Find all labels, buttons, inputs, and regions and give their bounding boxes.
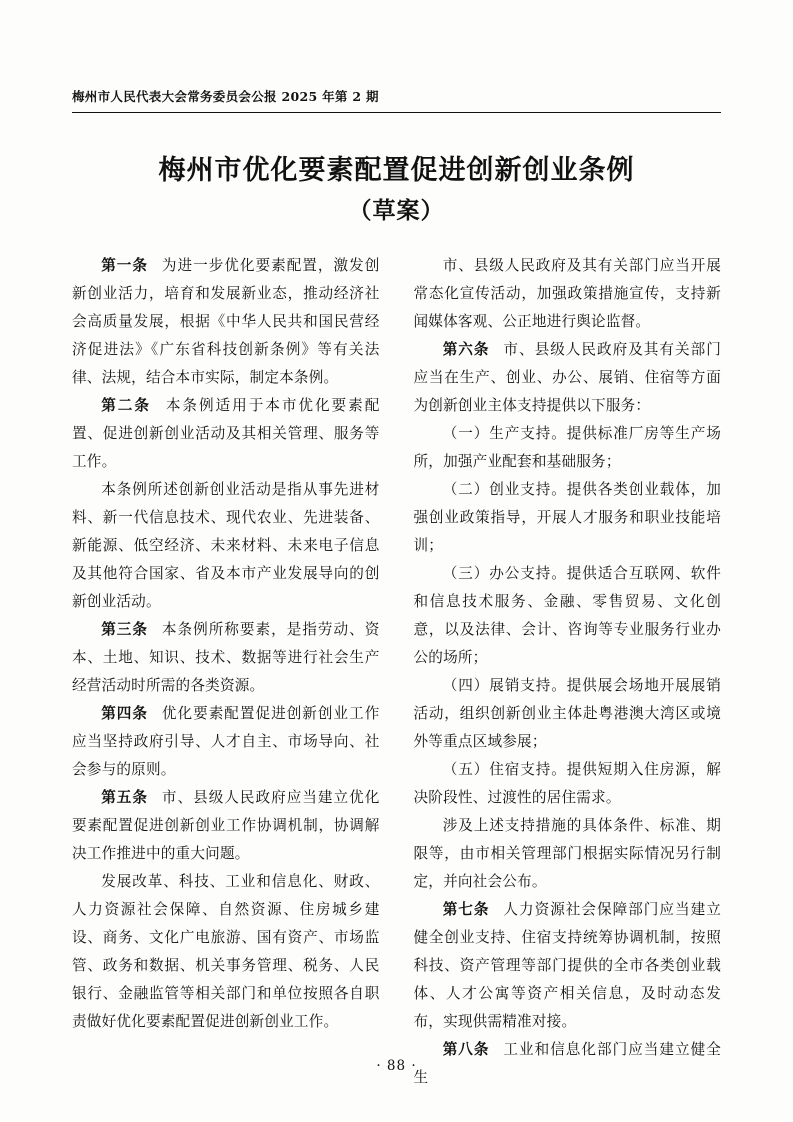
body-paragraph — [72, 784, 380, 868]
article-label: 第二条 — [101, 397, 151, 415]
body-paragraph — [414, 672, 722, 756]
body-paragraph — [72, 252, 380, 392]
page-title: 梅州市优化要素配置促进创新创业条例 — [158, 154, 635, 186]
article-label: 第七条 — [442, 901, 490, 919]
paragraph-text: 本条例所述创新创业活动是指从事先进材料、新一代信息技术、现代农业、先进装备、新能源、低空经济、未来材料、未来电子信息及其他符合国家、省及本市产业发展导向的创新创业活动。 — [72, 481, 380, 611]
two-column-body — [72, 252, 721, 1092]
body-paragraph — [414, 420, 722, 476]
body-paragraph — [414, 812, 722, 896]
column-right — [414, 252, 722, 1092]
paragraph-text: （一）生产支持。提供标准厂房等生产场所，加强产业配套和基础服务； — [413, 425, 721, 471]
paragraph-text: 工业和信息化部门应当建立健全生 — [413, 1041, 721, 1087]
body-paragraph — [414, 560, 722, 672]
page-number: · 88 · — [376, 1058, 417, 1074]
paragraph-text: （二）创业支持。提供各类创业载体，加强创业政策指导，开展人才服务和职业技能培训； — [413, 481, 721, 555]
body-paragraph — [72, 700, 380, 784]
body-paragraph — [72, 616, 380, 700]
paragraph-text: 市、县级人民政府及其有关部门应当在生产、创业、办公、展销、住宿等方面为创新创业主体支持提供以下服务： — [413, 341, 721, 415]
article-label: 第三条 — [101, 621, 148, 639]
body-paragraph — [414, 252, 722, 336]
article-label: 第一条 — [101, 256, 148, 274]
article-label: 第四条 — [101, 705, 148, 723]
paragraph-text: 为进一步优化要素配置，激发创新创业活力，培育和发展新业态，推动经济社会高质量发展，根据《中华人民共和国民营经济促进法》《广东省科技创新条例》等有关法律、法规，结合本市实际，制定本条例。 — [72, 256, 380, 387]
paragraph-text: 市、县级人民政府应当建立优化要素配置促进创新创业工作协调机制，协调解决工作推进中的重大问题。 — [72, 789, 380, 863]
body-paragraph — [72, 476, 380, 616]
paragraph-text: （四）展销支持。提供展会场地开展展销活动，组织创新创业主体赴粤港澳大湾区或境外等重点区域参展； — [413, 677, 721, 751]
running-head: 梅州市人民代表大会常务委员会公报 2025 年第 2 期 — [72, 89, 379, 104]
body-paragraph — [414, 756, 722, 812]
paragraph-text: （五）住宿支持。提供短期入住房源，解决阶段性、过渡性的居住需求。 — [413, 761, 721, 807]
article-label: 第六条 — [442, 341, 490, 359]
body-paragraph — [72, 868, 380, 1036]
article-label: 第五条 — [101, 789, 148, 807]
paragraph-text: 优化要素配置促进创新创业工作应当坚持政府引导、人才自主、市场导向、社会参与的原则。 — [72, 705, 380, 779]
body-paragraph — [414, 896, 722, 1036]
article-label: 第八条 — [442, 1041, 490, 1059]
body-paragraph — [72, 392, 380, 476]
column-left — [72, 252, 380, 1036]
page-subtitle: （草案） — [348, 196, 445, 224]
paragraph-text: 市、县级人民政府及其有关部门应当开展常态化宣传活动，加强政策措施宣传，支持新闻媒体客观、公正地进行舆论监督。 — [413, 256, 721, 331]
paragraph-text: 人力资源社会保障部门应当建立健全创业支持、住宿支持统筹协调机制，按照科技、资产管理等部门提供的全市各类创业载体、人才公寓等资产相关信息，及时动态发布，实现供需精准对接。 — [413, 901, 721, 1031]
body-paragraph — [414, 336, 722, 420]
paragraph-text: （三）办公支持。提供适合互联网、软件和信息技术服务、金融、零售贸易、文化创意，以及法律、会计、咨询等专业服务行业办公的场所； — [413, 565, 721, 667]
paragraph-text: 发展改革、科技、工业和信息化、财政、人力资源社会保障、自然资源、住房城乡建设、商务、文化广电旅游、国有资产、市场监管、政务和数据、机关事务管理、税务、人民银行、金融监管等相关部门和单位按照各自职责做好优化要素配置促进创新创业工作。 — [72, 873, 380, 1031]
paragraph-text: 涉及上述支持措施的具体条件、标准、期限等，由市相关管理部门根据实际情况另行制定，并向社会公布。 — [413, 817, 721, 891]
body-paragraph — [414, 476, 722, 560]
paragraph-text: 本条例适用于本市优化要素配置、促进创新创业活动及其相关管理、服务等工作。 — [72, 397, 380, 471]
paragraph-text: 本条例所称要素，是指劳动、资本、土地、知识、技术、数据等进行社会生产经营活动时所需的各类资源。 — [72, 621, 380, 695]
header-rule — [72, 112, 721, 113]
